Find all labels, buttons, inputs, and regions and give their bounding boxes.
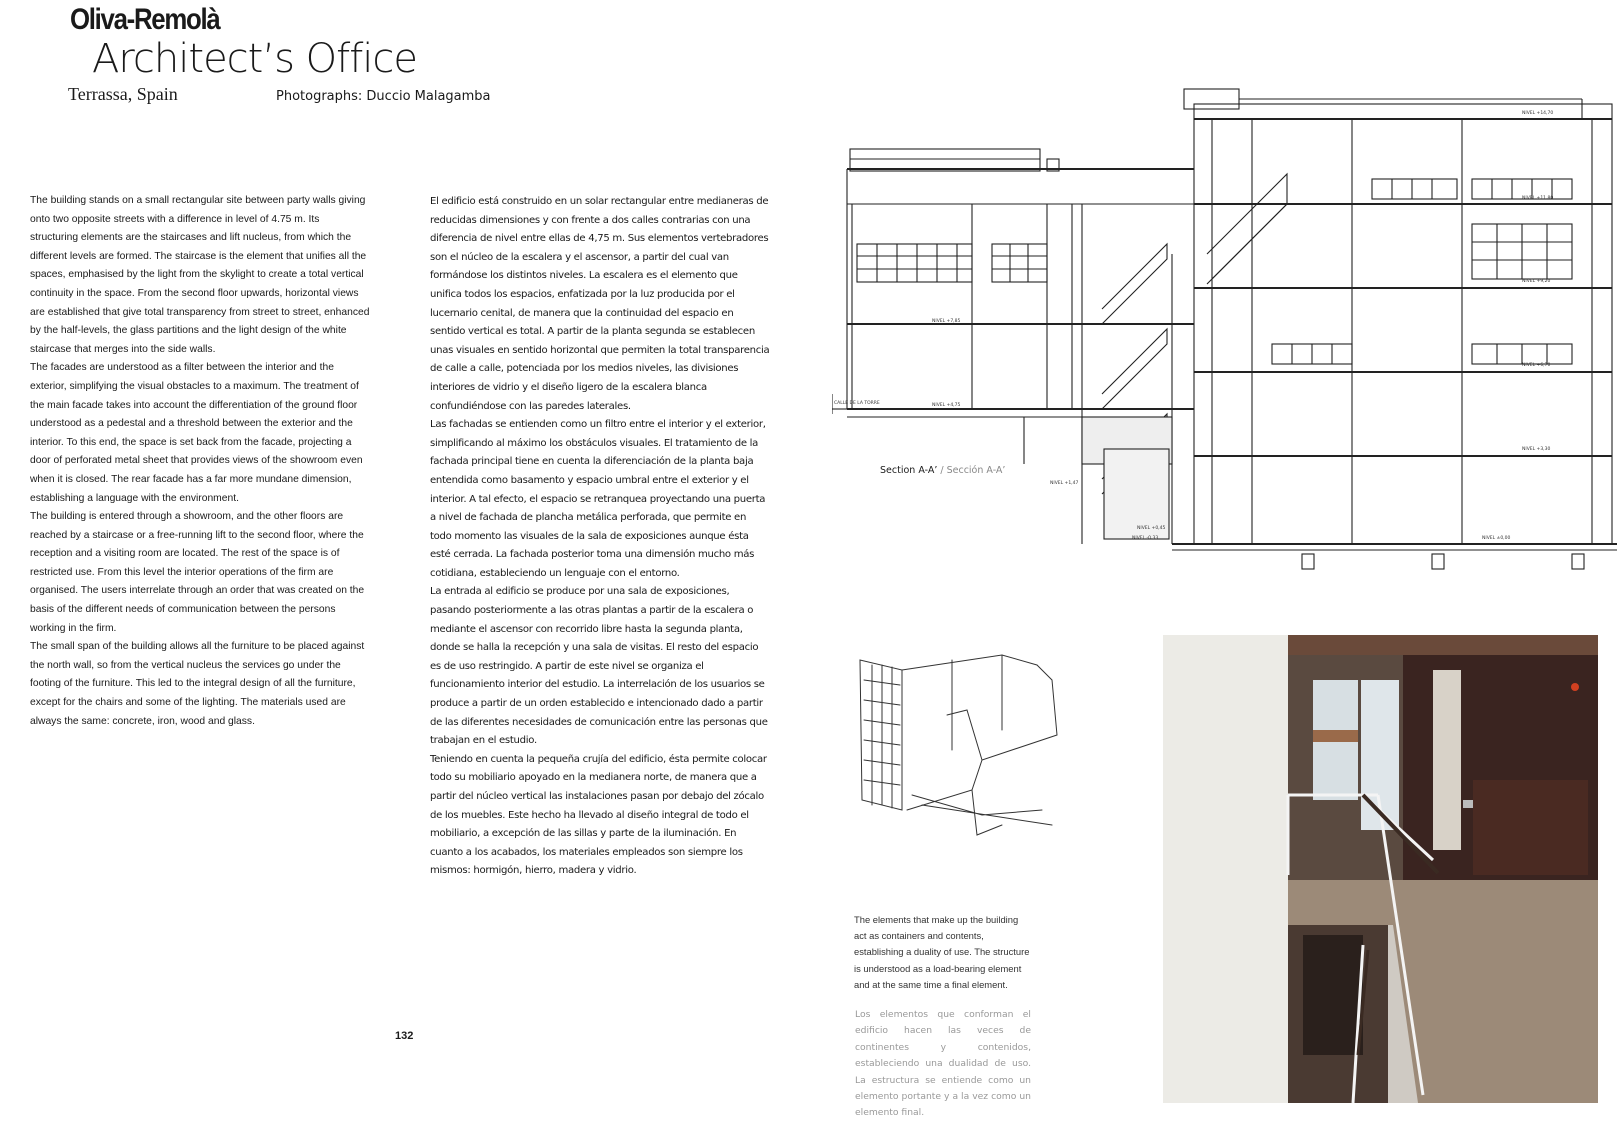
level-label: NIVEL +6,70 [1522, 363, 1551, 368]
section-label-separator: / [937, 465, 947, 476]
level-label: NIVEL +9,20 [1522, 279, 1551, 284]
caption-english: The elements that make up the building act as containers and contents, establishing a duality of use. The structure is understood as a load-bearing element and at the same time a final element. [854, 914, 1030, 990]
building-outline [1194, 104, 1612, 544]
level-label: NIVEL -0,33 [1132, 536, 1159, 541]
section-label-en: Section A-A’ [880, 465, 938, 476]
level-label: NIVEL +14,70 [1522, 111, 1554, 116]
level-label: NIVEL +3,30 [1522, 447, 1551, 452]
architectural-sketch [852, 640, 1092, 840]
paragraph-en-1: The building stands on a small rectangular site between party walls giving onto two opposite streets with a difference in level of 4.75 m. Its structuring elements are the staircases and lift nucleus, from which the different levels are formed. The staircase is the element that unifies all the spaces, emphasised by the light from the skylight to create a total vertical continuity in the space. From the second floor upwards, horizontal views are established that give total transparency from street to street, enhanced by the half-levels, the glass partitions and the light design of the white staircase that merges into the side walls. [30, 195, 370, 355]
architect-firm-name: Oliva-Remolà [70, 3, 220, 36]
level-label: NIVEL ±0,00 [1482, 536, 1511, 541]
paragraph-en-3: The building is entered through a showroom, and the other floors are reached by a staircase or a free-running lift to the second floor, where the reception and a visiting room are located. The rest of the space is of restricted use. From this level the interior operations of the firm are organised. The users interrelate through an order that was created on the basis of the different needs of communication between the persons working in the firm. [30, 511, 365, 634]
level-label: NIVEL +7,85 [932, 319, 961, 324]
english-text-column [30, 192, 370, 731]
caption-spanish: Los elementos que conforman el edificio hacen las veces de continentes y contenidos, estableciendo una dualidad de uso. La estructura se entiende como un elemento portante y a la vez como un elemento final. [855, 1009, 1031, 1119]
page-number: 132 [395, 1030, 414, 1042]
level-label: NIVEL +11,80 [1522, 196, 1554, 201]
street-label: CALLE DE LA TORRE [834, 401, 880, 406]
section-label [880, 465, 1005, 476]
section-drawing [832, 84, 1617, 604]
photo-credit: Photographs: Duccio Malagamba [276, 89, 491, 104]
paragraph-es-1: El edificio está construido en un solar rectangular entre medianeras de reducidas dimensiones y con frente a dos calles contrarias con una diferencia de nivel entre ellas de 4,75 m. Sus elementos vertebradores son el núcleo de la escalera y el ascensor, a partir del cual van formándose los distintos niveles. La escalera es el elemento que unifica todos los espacios, enfatizada por la luz producida por el lucernario cenital, de manera que la continuidad del espacio en sentido vertical es total. A partir de la planta segunda se establecen unas visuales en sentido horizontal que permiten la total transparencia de calle a calle, potenciada por los medios niveles, las divisiones interiores de vidrio y el diseño ligero de la escalera blanca confundiéndose con las paredes laterales. [430, 196, 770, 412]
paragraph-en-4: The small span of the building allows all the furniture to be placed against the north wall, so from the vertical nucleus the services go under the footing of the furniture. This led to the integral design of all the furniture, except for the chairs and some of the lighting. The materials used are always the same: concrete, iron, wood and glass. [30, 641, 365, 727]
level-label: NIVEL +1,47 [1050, 481, 1079, 486]
paragraph-es-2: Las fachadas se entienden como un filtro entre el interior y el exterior, simplificando al máximo los obstáculos visuales. El tratamiento de la fachada principal tiene en cuenta la diferenciación de la planta baja entendida como basamento y espacio umbral entre el exterior y el interior. A tal efecto, el espacio se retranquea proyectando una puerta a nivel de fachada de plancha metálica perforada, que permite en todo momento las visuales de la sala de exposiciones aunque ésta esté cerrada. La fachada posterior toma una dimensión mucho más cotidiana, estableciendo un lenguaje con el entorno. [430, 419, 766, 579]
project-title: Architect’s Office [92, 36, 417, 82]
spanish-text-column [430, 193, 770, 881]
paragraph-es-3: La entrada al edificio se produce por una sala de exposiciones, pasando posteriormente a las otras plantas a partir de la escalera o mediante el ascensor con recorrido libre hasta la segunda planta, donde se halla la recepción y una sala de visitas. El resto del espacio es de uso restringido. A partir de este nivel se organiza el funcionamiento interior del estudio. La interrelación de los usuarios se produce a partir de un orden establecido e intencionado dado a partir de las diferentes necesidades de comunicación entre las personas que trabajan en el estudio. [430, 586, 768, 747]
section-label-es: Sección A-A’ [946, 465, 1006, 476]
level-label: NIVEL +4,75 [932, 403, 961, 408]
paragraph-es-4: Teniendo en cuenta la pequeña crujía del edificio, ésta permite colocar todo su mobiliario apoyado en la medianera norte, de manera que a partir del núcleo vertical las instalaciones pasan por debajo del zócalo de los muebles. Este hecho ha llevado al diseño integral de todo el mobiliario, a excepción de las sillas y parte de la iluminación. En cuanto a los acabados, los materiales empleados son siempre los mismos: hormigón, hierro, madera y vidrio. [430, 753, 767, 877]
interior-photo [1163, 635, 1598, 1103]
project-location: Terrassa, Spain [68, 84, 178, 104]
level-label: NIVEL +0,45 [1137, 526, 1166, 531]
paragraph-en-2: The facades are understood as a filter between the interior and the exterior, simplifying the visual obstacles to a maximum. The treatment of the main facade takes into account the differentiation of the ground floor understood as a pedestal and a threshold between the exterior and the interior. To this end, the space is set back from the facade, projecting a door of perforated metal sheet that provides views of the showroom even when it is closed. The rear facade has a far more mundane dimension, establishing a language with the environment. [30, 362, 363, 504]
